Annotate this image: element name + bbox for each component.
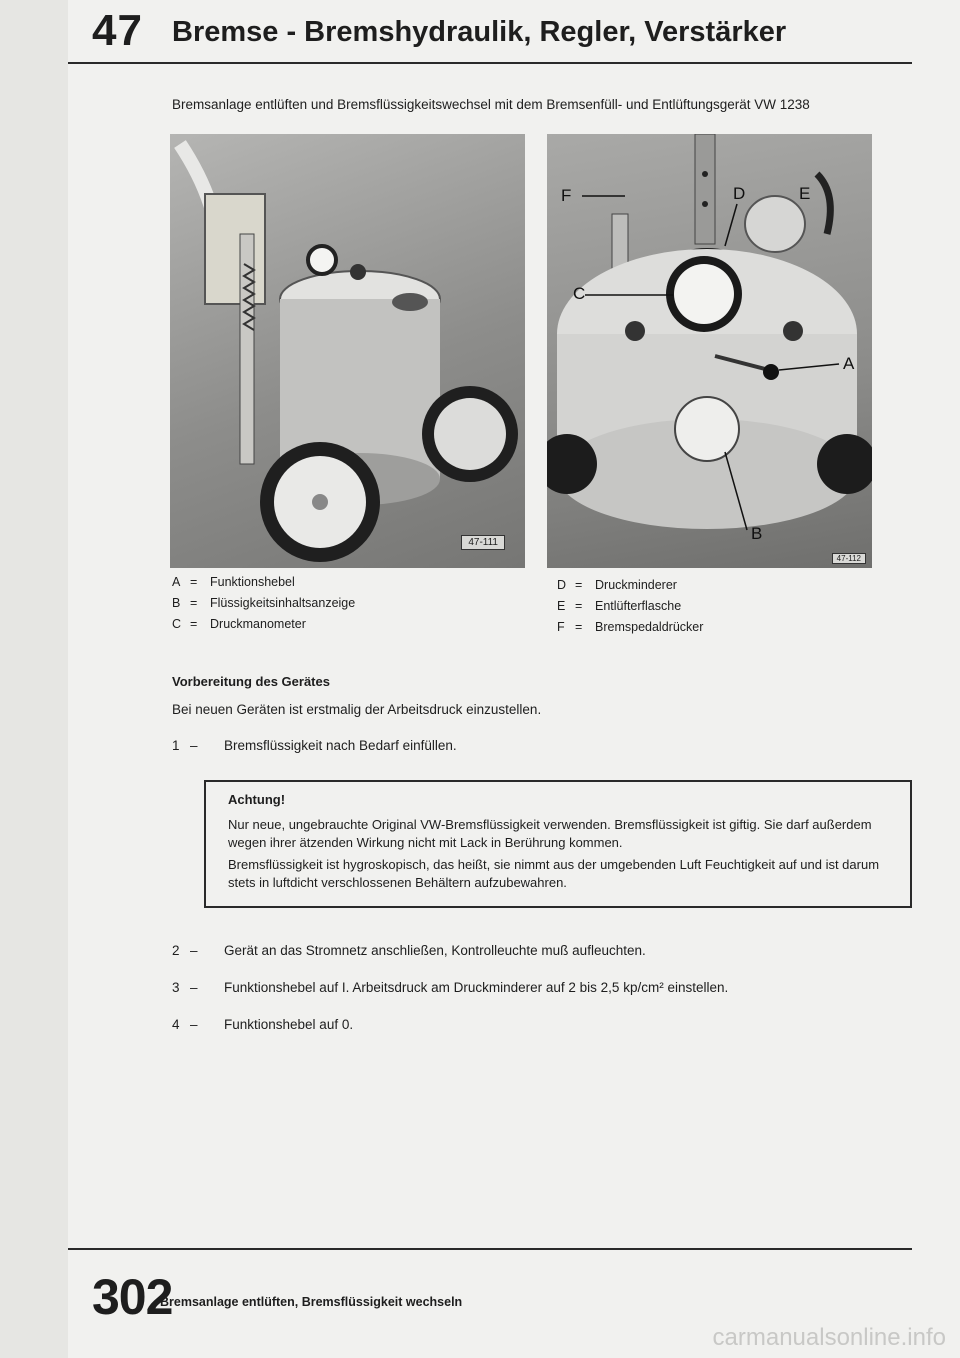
photo-brake-bleeder-front <box>547 134 872 568</box>
step-item: 3 – Funktionshebel auf I. Arbeitsdruck am Druckminderer auf 2 bis 2,5 kp/cm² einstellen. <box>172 980 729 995</box>
footer-title: Bremsanlage entlüften, Bremsflüssigkeit wechseln <box>160 1295 463 1309</box>
photo-brake-bleeder-side <box>170 134 525 568</box>
brake-bleeder-drawing <box>170 134 525 568</box>
chapter-title: Bremse - Bremshydraulik, Regler, Verstärker <box>172 16 787 48</box>
legend-item: B = Flüssigkeitsinhaltsanzeige <box>172 596 356 610</box>
header-rule <box>68 62 912 64</box>
legend-item: D = Druckminderer <box>557 578 677 592</box>
legend-left <box>172 572 355 635</box>
watermark: carmanualsonline.info <box>712 1324 946 1351</box>
warning-box <box>204 780 912 908</box>
footer-rule <box>68 1248 912 1250</box>
legend-item: F = Bremspedaldrücker <box>557 620 704 634</box>
page-margin <box>0 0 68 1358</box>
section-subtitle: Bremsanlage entlüften und Bremsflüssigkeitswechsel mit dem Bremsenfüll- und Entlüftungsgerät VW 1238 <box>172 97 810 112</box>
step-item: 2 – Gerät an das Stromnetz anschließen, Kontrolleuchte muß aufleuchten. <box>172 943 646 958</box>
legend-item: C = Druckmanometer <box>172 617 306 631</box>
warning-title: Achtung! <box>228 792 286 807</box>
callout-f: F <box>561 186 572 205</box>
warning-paragraph: Bremsflüssigkeit ist hygroskopisch, das heißt, sie nimmt aus der umgebenden Luft Feuchtigkeit auf und ist darum stets in luftdicht verschlossenen Behältern aufzubewahren. <box>228 857 880 890</box>
intro-paragraph: Bei neuen Geräten ist erstmalig der Arbeitsdruck einzustellen. <box>172 702 542 717</box>
chapter-number: 47 <box>92 6 143 55</box>
callout-e: E <box>799 184 811 203</box>
figure-tag: 47-111 <box>461 535 505 550</box>
section-heading: Vorbereitung des Gerätes <box>172 674 330 689</box>
legend-item: E = Entlüfterflasche <box>557 599 682 613</box>
callout-d: D <box>733 184 746 203</box>
legend-item: A = Funktionshebel <box>172 575 295 589</box>
callout-a: A <box>843 354 855 373</box>
page-number: 302 <box>92 1269 173 1325</box>
callout-b: B <box>751 524 763 543</box>
callout-c: C <box>573 284 586 303</box>
figure-tag: 47-112 <box>832 553 866 564</box>
step-item: 1 – Bremsflüssigkeit nach Bedarf einfüllen. <box>172 738 457 753</box>
step-item: 4 – Funktionshebel auf 0. <box>172 1017 354 1032</box>
warning-paragraph: Nur neue, ungebrauchte Original VW-Bremsflüssigkeit verwenden. Bremsflüssigkeit ist giftig. Sie darf außerdem wegen ihrer ätzenden Wirkung nicht mit Lack in Berührung kommen. <box>228 817 872 850</box>
legend-right <box>557 575 703 638</box>
brake-bleeder-front-drawing <box>547 134 872 568</box>
